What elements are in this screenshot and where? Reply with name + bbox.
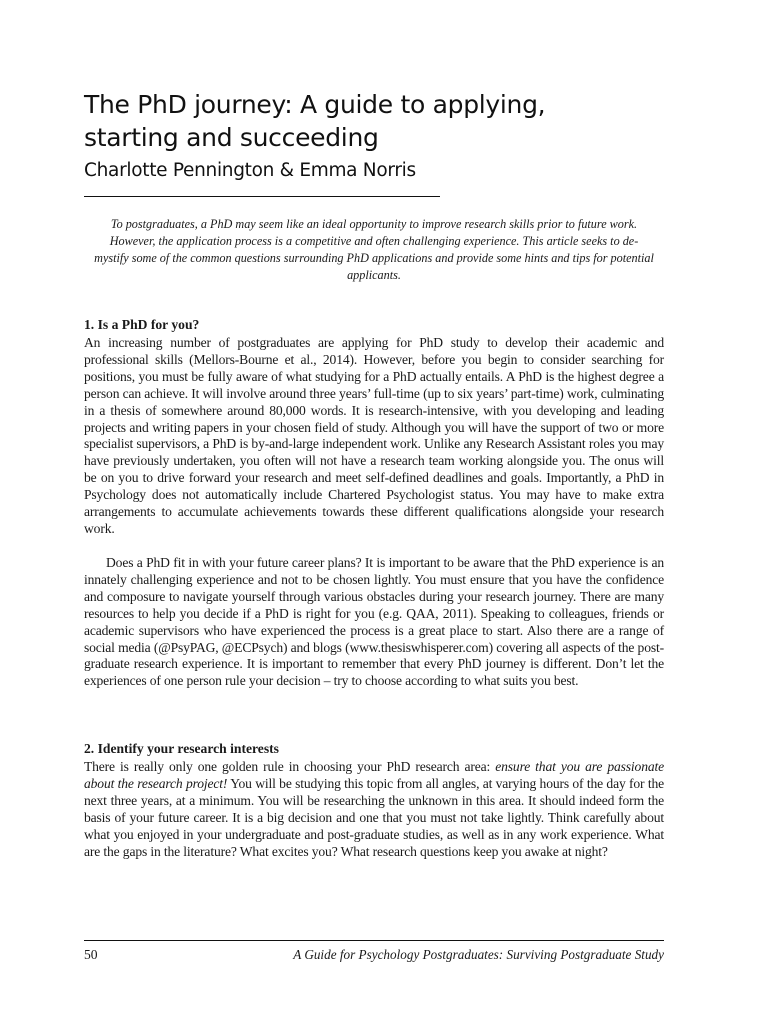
section-2-heading: 2. Identify your research interests — [84, 741, 279, 756]
article-title-line-2: starting and succeeding — [84, 123, 379, 152]
section-2-paragraph — [84, 759, 664, 860]
footer-divider — [84, 940, 664, 941]
article-title-line-1: The PhD journey: A guide to applying, — [84, 90, 546, 119]
section-2-paragraph-lead: There is really only one golden rule in choosing your PhD research area: — [84, 759, 496, 774]
section-1-paragraph-1: An increasing number of postgraduates are applying for PhD study to develop their academic and professional skills (Mellors-Bourne et al., 2014). However, before you begin to consider searching for positions, you must be fully aware of what studying for a PhD actually entails. A PhD is the highest degree a person can achieve. It will involve around three years’ full-time (up to six years’ part-time) work, culminating in a thesis of somewhere around 80,000 words. It is research-intensive, with you developing and leading projects and writing papers in your chosen field of study. Although you will have the support of two or more specialist supervisors, a PhD is by-and-large independent work. Unlike any Research Assistant roles you may have previously undertaken, you often will not have a research team working alongside you. The onus will be on you to drive forward your research and meet self-defined deadlines and goals. Importantly, a PhD in Psychology does not automatically include Chartered Psychologist status. You may have to make extra arrangements to accumulate achievements towards these different qualifications alongside your research work. — [84, 335, 664, 536]
page-number: 50 — [84, 947, 98, 962]
title-divider — [84, 196, 440, 197]
article-abstract: To postgraduates, a PhD may seem like an ideal opportunity to improve research skills prior to future work. However, the application process is a competitive and often challenging experience. This article seeks to de-mystify some of the common questions surrounding PhD applications and provide some hints and tips for potential applicants. — [94, 217, 654, 282]
section-2-emphasis: ensure that you are passionate about the research project! — [84, 759, 664, 791]
article-title — [84, 88, 684, 154]
section-2-paragraph-rest: You will be studying this topic from all angles, at varying hours of the day for the next three years, at a minimum. You will be researching the unknown in this area. It should indeed form the basis of your future career. It is a big decision and one that you must not take lightly. Think carefully about what you enjoyed in your undergraduate and post-graduate studies, as well as in any work experience. What are the gaps in the literature? What excites you? What research questions keep you awake at night? — [84, 775, 664, 859]
article-authors: Charlotte Pennington & Emma Norris — [84, 160, 416, 181]
section-1-paragraph-2: Does a PhD fit in with your future career plans? It is important to be aware that the PhD experience is an innately challenging experience and not to be chosen lightly. You must ensure that you have the confidence and composure to navigate yourself through various obstacles during your research journey. There are many resources to help you decide if a PhD is right for you (e.g. QAA, 2011). Speaking to colleagues, friends or academic supervisors who have experienced the process is a great place to start. Also there are a range of social media (@PsyPAG, @ECPsych) and blogs (www.thesiswhisperer.com) covering all aspects of the post-graduate research experience. It is important to remember that every PhD journey is different. Don’t let the experiences of one person rule your decision – try to choose according to what suits you best. — [84, 555, 664, 689]
running-footer-title: A Guide for Psychology Postgraduates: Surviving Postgraduate Study — [293, 947, 664, 962]
section-1-heading: 1. Is a PhD for you? — [84, 317, 200, 332]
